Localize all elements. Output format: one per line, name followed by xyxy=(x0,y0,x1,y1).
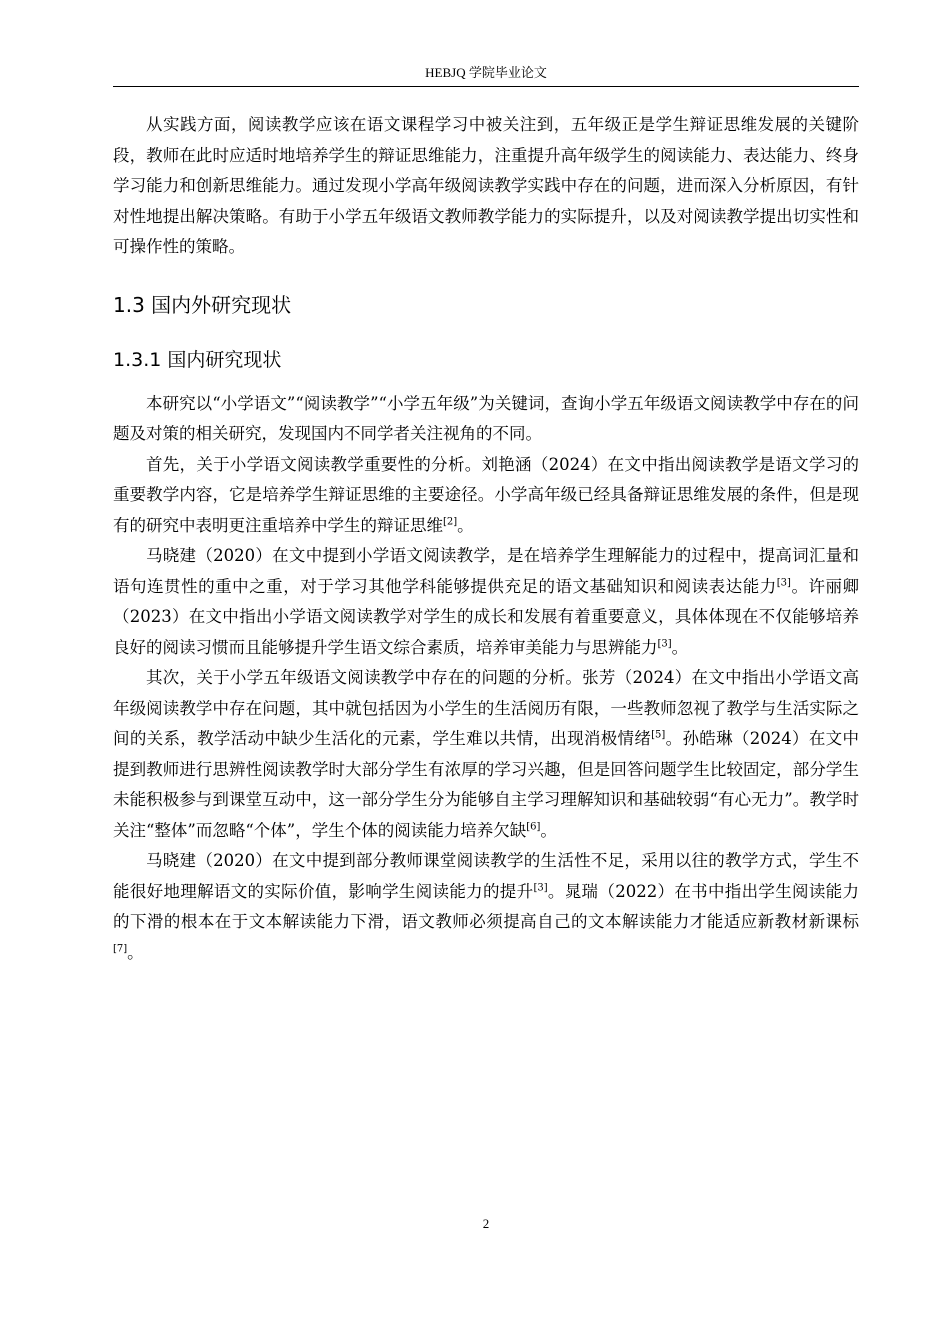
subsection-heading: 1.3.1 国内研究现状 xyxy=(113,348,282,371)
paragraph-ma-chao xyxy=(113,846,859,968)
text-span: 。孙皓琳（2024）在文中提到教师进行思辨性阅读教学时大部分学生有浓厚的学习兴趣，但是回答问题学生比较固定，部分学生未能积极参与到课堂互动中，这一部分学生分为能够自主学习理解知识和基础较弱“有心无力”。教学时关注“整体”而忽略“个体”，学生个体的阅读能力培养欠缺 xyxy=(113,729,859,840)
text-span: 。 xyxy=(540,820,557,840)
citation: [6] xyxy=(526,821,541,832)
page-header: HEBJQ 学院毕业论文 xyxy=(425,65,547,80)
section-heading: 1.3 国内外研究现状 xyxy=(113,292,292,317)
text-span: 马晓建（2020）在文中提到部分教师课堂阅读教学的生活性不足，采用以往的教学方式，学生不能很好地理解语文的实际价值，影响学生阅读能力的提升 xyxy=(113,851,859,901)
paragraph-keywords: 本研究以“小学语文”“阅读教学”“小学五年级”为关键词，查询小学五年级语文阅读教学中存在的问题及对策的相关研究，发现国内不同学者关注视角的不同。 xyxy=(113,393,859,443)
citation: [2] xyxy=(443,516,458,527)
citation: [7] xyxy=(113,943,128,954)
citation: [3] xyxy=(533,882,548,893)
page-body xyxy=(113,110,859,968)
paragraph-importance xyxy=(113,450,859,542)
header-rule xyxy=(113,86,859,87)
citation: [3] xyxy=(657,638,672,649)
text-span: 。 xyxy=(457,515,474,535)
page-number: 2 xyxy=(482,1216,490,1231)
text-span: 其次，关于小学五年级语文阅读教学中存在的问题的分析。张芳（2024）在文中指出小学语文高年级阅读教学中存在问题，其中就包括因为小学生的生活阅历有限，一些教师忽视了教学与生活实际之间的关系，教学活动中缺少生活化的元素，学生难以共情，出现消极情绪 xyxy=(113,668,859,748)
paragraph-practice: 从实践方面，阅读教学应该在语文课程学习中被关注到，五年级正是学生辩证思维发展的关键阶段，教师在此时应适时地培养学生的辩证思维能力，注重提升高年级学生的阅读能力、表达能力、终身学习能力和创新思维能力。通过发现小学高年级阅读教学实践中存在的问题，进而深入分析原因，有针对性地提出解决策略。有助于小学五年级语文教师教学能力的实际提升，以及对阅读教学提出切实性和可操作性的策略。 xyxy=(113,115,859,256)
text-span: 首先，关于小学语文阅读教学重要性的分析。刘艳涵（2024）在文中指出阅读教学是语文学习的重要教学内容，它是培养学生辩证思维的主要途径。小学高年级已经具备辩证思维发展的条件，但是现有的研究中表明更注重培养中学生的辩证思维 xyxy=(113,454,859,535)
text-span: 。晁瑞（2022）在书中指出学生阅读能力的下滑的根本在于文本解读能力下滑，语文教师必须提高自己的文本解读能力才能适应新教材新课标 xyxy=(113,881,859,931)
citation: [3] xyxy=(776,577,791,588)
paragraph-ma-xu xyxy=(113,541,859,663)
citation: [5] xyxy=(651,729,666,741)
text-span: 。 xyxy=(127,942,144,962)
text-span: 。许丽卿（2023）在文中指出小学语文阅读教学对学生的成长和发展有着重要意义，具体体现在不仅能够培养良好的阅读习惯而且能够提升学生语文综合素质，培养审美能力与思辨能力 xyxy=(113,576,860,657)
text-span: 。 xyxy=(671,637,689,657)
paragraph-problems xyxy=(113,663,859,846)
text-span: 马晓建（2020）在文中提到小学语文阅读教学，是在培养学生理解能力的过程中，提高词汇量和语句连贯性的重中之重，对于学习其他学科能够提供充足的语文基础知识和阅读表达能力 xyxy=(113,546,859,596)
